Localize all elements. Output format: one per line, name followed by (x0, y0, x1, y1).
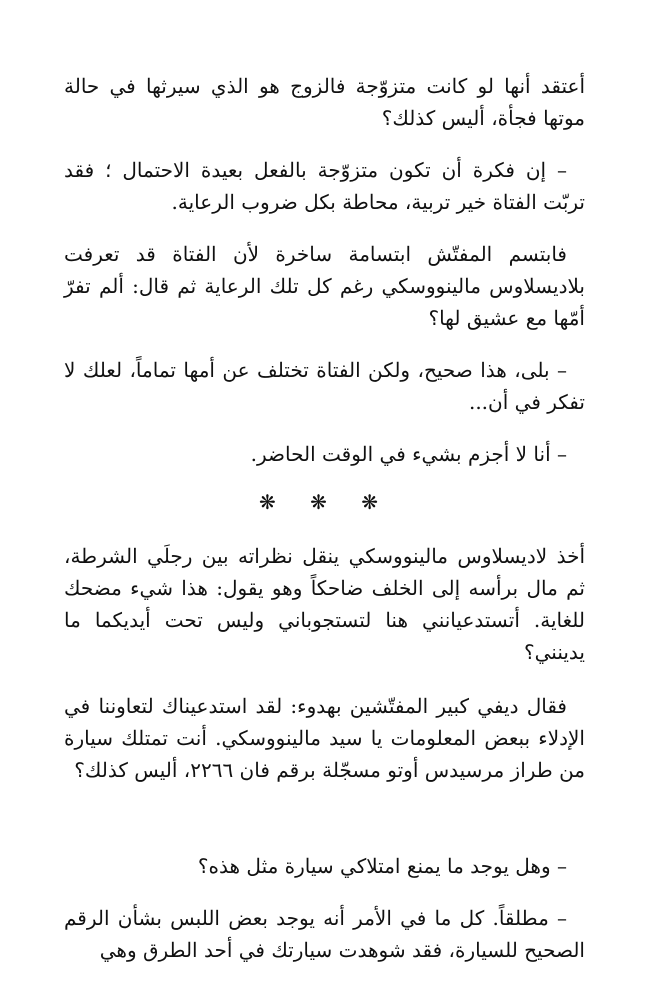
paragraph-5: – أنا لا أجزم بشيء في الوقت الحاضر. (250, 442, 567, 466)
paragraph-1: أعتقد أنها لو كانت متزوّجة فالزوج هو الذي سيرثها في حالة موتها فجأة، أليس كذلك؟ (64, 74, 585, 130)
paragraph-3: فابتسم المفتّش ابتسامة ساخرة لأن الفتاة قد تعرفت بلاديسلاوس مالينووسكي رغم كل تلك الرعاية ثم قال: ألم تفرّ أمّها مع عشيق لها؟ (64, 242, 585, 330)
paragraph-2: – إن فكرة أن تكون متزوّجة بالفعل بعيدة الاحتمال ؛ فقد تربّت الفتاة خير تربية، محاطة بكل ضروب الرعاية. (64, 158, 585, 214)
section-separator: ❋ ❋ ❋ (259, 490, 392, 514)
paragraph-9: – مطلقاً. كل ما في الأمر أنه يوجد بعض اللبس بشأن الرقم الصحيح للسيارة، فقد شوهدت سيارتك في أحد الطرق وهي (64, 906, 585, 962)
paragraph-7: فقال ديفي كبير المفتّشين بهدوء: لقد استدعيناك لتعاوننا في الإدلاء ببعض المعلومات يا سيد مالينووسكي. أنت تمتلك سيارة من طراز مرسيدس أوتو مسجّلة برقم فان ٢٢٦٦، أليس كذلك؟ (64, 694, 585, 782)
paragraph-4: – بلى، هذا صحيح، ولكن الفتاة تختلف عن أمها تماماً، لعلك لا تفكر في أن... (64, 358, 585, 414)
paragraph-6: أخذ لاديسلاوس مالينووسكي ينقل نظراته بين رجلَي الشرطة، ثم مال برأسه إلى الخلف ضاحكاً وهو يقول: هذا شيء مضحك للغاية. أتستدعيانني هنا لتستجوباني وليس تحت أيديكما ما يدينني؟ (64, 544, 585, 664)
paragraph-8: – وهل يوجد ما يمنع امتلاكي سيارة مثل هذه؟ (197, 854, 567, 878)
